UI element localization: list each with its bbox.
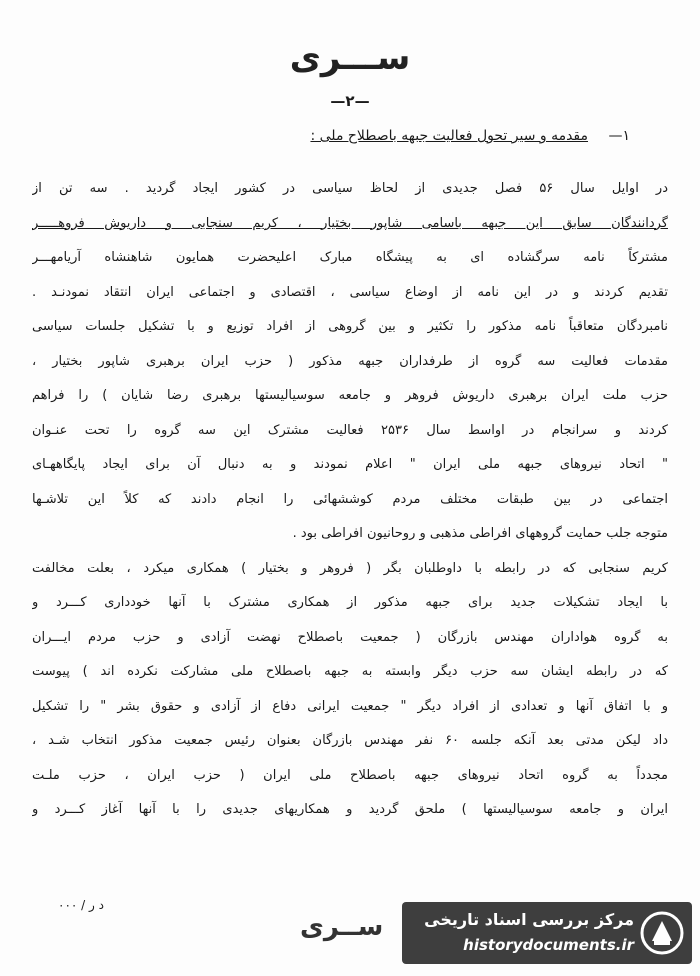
text-line: مجدداً به گروه اتحاد نیروهای جبهه باصطلاح ملی ایران ( حزب ایران ، حزب ملـت — [32, 767, 668, 783]
text-line: ایران و جامعه سوسیالیستها ) ملحق گردید و همکاریهای جدیدی را با آنها آغاز کـــرد و — [32, 802, 668, 817]
footer-mark: د ر / ۰۰۰ — [58, 898, 104, 912]
text-line: حزب ملت ایران برهبری داریوش فروهر و جامعه سوسیالیستها برهبری رضا شایان ) را فراهم — [32, 388, 668, 403]
text-line: مقدمات فعالیت سه گروه از طرفداران جبهه مذکور ( حزب ایران برهبری شاپور بختیار ، — [32, 353, 668, 369]
classification-stamp-top: ســـری — [289, 38, 411, 78]
text-line: کریم سنجابی که در رابطه با داوطلبان بگر ( فروهر و بختیار ) همکاری میکرد ، بعلت مخالفت — [32, 560, 668, 576]
text-line: با ایجاد تشکیلات جدید برای جبهه مذکور از همکاری مشترک با آنها خودداری کـــرد و — [32, 595, 668, 610]
classification-stamp-bottom: ســری — [300, 912, 384, 942]
text-line: اجتماعی در بین طبقات مختلف مردم کوششهائی را انجام دادند که کلاً این تلاشـها — [32, 491, 668, 507]
heading-number: ۱— — [608, 128, 630, 144]
section-heading — [110, 128, 630, 144]
archive-logo-icon — [640, 911, 684, 955]
text-line: در اوایل سال ۵۶ فصل جدیدی از لحاظ سیاسی در کشور ایجاد گردید . سه تن از — [32, 181, 668, 196]
text-line: و با اتفاق آنها و تعدادی از افراد دیگر " جمعیت ایرانی دفاع از آزادی و حقوق بشر " را تشکیل — [32, 698, 668, 714]
text-line: " اتحاد نیروهای جبهه ملی ایران " اعلام نمودند و به دنبال آن برای ایجاد پایگاههـای — [32, 457, 668, 472]
text-line: متوجه جلب حمایت گروههای افراطی مذهبی و روحانیون افراطی بود . — [292, 526, 668, 541]
text-line: داد لیکن مدتی بعد آنکه جلسه ۶۰ نفر مهندس بازرگان بعنوان رئیس جمعیت مذکور انتخاب شـد ، — [32, 733, 668, 748]
text-line: به گروه هواداران مهندس بازرگان ( جمعیت باصطلاح نهضت آزادی و حزب مردم ایـــران — [32, 629, 668, 645]
watermark-url: historydocuments.ir — [463, 936, 634, 954]
text-line: تقدیم کردند و در این نامه از اوضاع سیاسی ، اقتصادی و اجتماعی ایران انتقاد نمودنـد . — [32, 284, 668, 300]
body-text — [32, 172, 668, 828]
text-line: کردند و سرانجام در اواسط سال ۲۵۳۶ فعالیت مشترک این سه گروه را تحت عنـوان — [32, 422, 668, 438]
heading-title: مقدمه و سیر تحول فعالیت جبهه باصطلاح ملی : — [310, 128, 589, 144]
watermark-title: مرکز بررسی اسناد تاریخی — [424, 910, 634, 929]
text-line: نامبردگان متعاقباً نامه مذکور را تکثیر و بین گروهی از افراد توزیع و با تشکیل جلسات سیاسی — [32, 319, 668, 334]
text-line-content: گردانندگان سابق این جبهه باسامی شاپور بختیار ، کریم سنجابی و داریوش فروهـــــر — [32, 215, 668, 231]
page-number: —۲— — [330, 92, 370, 110]
text-line: مشترکاً نامه سرگشاده ای به پیشگاه مبارک اعلیحضرت همایون شاهنشاه آریامهـــر — [32, 250, 668, 265]
watermark — [402, 902, 692, 964]
text-line — [32, 207, 668, 242]
text-line: که در رابطه ایشان سه حزب دیگر وابسته به جبهه باصطلاح ملی مشارکت نکرده اند ) پیوست — [32, 664, 668, 679]
